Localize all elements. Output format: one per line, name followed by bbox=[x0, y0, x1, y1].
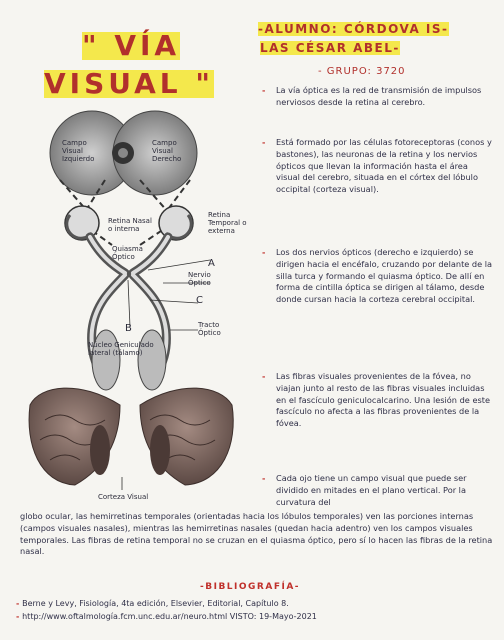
bibliography-title: -BIBLIOGRAFÍA- bbox=[200, 582, 301, 592]
right-field-label: Campo Visual Derecho bbox=[152, 139, 182, 163]
note-1: - La vía óptica es la red de transmisión de impulsos nerviosos desde la retina al cerebro. bbox=[262, 85, 482, 107]
note-3: - Los dos nervios ópticos (derecho e izquierdo) se dirigen hacia el encéfalo, cruzando por delante de la silla turca y formando el quiasma óptico. De allí en forma de cintilla óptica se dirigen al tálamo, desde donde cursan hacia la corteza cerebral occipital. bbox=[262, 247, 493, 305]
student-line-1: -ALUMNO: CÓRDOVA IS- bbox=[258, 22, 449, 36]
diagram-drawing bbox=[0, 105, 260, 515]
title-line-1: " VÍA bbox=[82, 29, 181, 62]
visual-pathway-diagram bbox=[0, 105, 260, 515]
title-line-2: VISUAL " bbox=[44, 67, 214, 100]
occipital-cortex bbox=[29, 388, 233, 485]
letter-c: C bbox=[196, 295, 203, 306]
group-label: - GRUPO: 3720 bbox=[318, 66, 406, 77]
left-field-label: Campo Visual Izquierdo bbox=[62, 139, 95, 163]
reference-item: - Berne y Levy, Fisiología, 4ta edición, Elsevier, Editorial, Capítulo 8. bbox=[16, 599, 289, 608]
cortex-label: Corteza Visual bbox=[98, 493, 149, 501]
note-5: - Cada ojo tiene un campo visual que puede ser dividido en mitades en el plano vertical. Por la curvatura del bbox=[262, 473, 467, 507]
lgn-label: Núcleo Geniculado lateral (tálamo) bbox=[88, 341, 154, 357]
temporal-retina-label: Retina Temporal o externa bbox=[208, 211, 247, 235]
chiasm-label: Quiasma Óptico bbox=[112, 245, 143, 261]
geniculate-body bbox=[92, 330, 166, 390]
letter-a: A bbox=[208, 258, 215, 269]
note-4: - Las fibras visuales provenientes de la fóvea, no viajan junto al resto de las fibras visuales incluidas en el fascículo geniculocalcarino. Una lesión de este fascículo no afecta a las fibras provenientes de la fóvea. bbox=[262, 371, 490, 429]
note-2: - Está formado por las células fotoreceptoras (conos y bastones), las neuronas de la retina y los nervios ópticos que llevan la información hasta el área visual del cerebro, situada en el córtex del lóbulo occipital (corteza visual). bbox=[262, 137, 492, 195]
bibliography-list bbox=[16, 597, 500, 623]
bottom-paragraph: globo ocular, las hemirretinas temporales (orientadas hacia los lóbulos temporales) ven las porciones internas (campos visuales nasales), mientras las hemirretinas nasales (quedan hacia adentro) ven los campos visuales temporales. Las fibras de retina temporal no se cruzan en el quiasma óptico, pero sí lo hacen las fibras de la retina nasal. bbox=[20, 511, 493, 557]
optic-tract-label: Tracto Óptico bbox=[198, 321, 221, 337]
nasal-retina-label: Retina Nasal o interna bbox=[108, 217, 152, 233]
student-header bbox=[258, 20, 498, 58]
reference-item: - http://www.oftalmología.fcm.unc.edu.ar/neuro.html VISTO: 19-Mayo-2021 bbox=[16, 612, 317, 621]
optic-nerve-label: Nervio Óptico bbox=[188, 271, 211, 287]
letter-b: B bbox=[125, 323, 132, 334]
student-line-2: LAS CÉSAR ABEL- bbox=[260, 41, 400, 55]
